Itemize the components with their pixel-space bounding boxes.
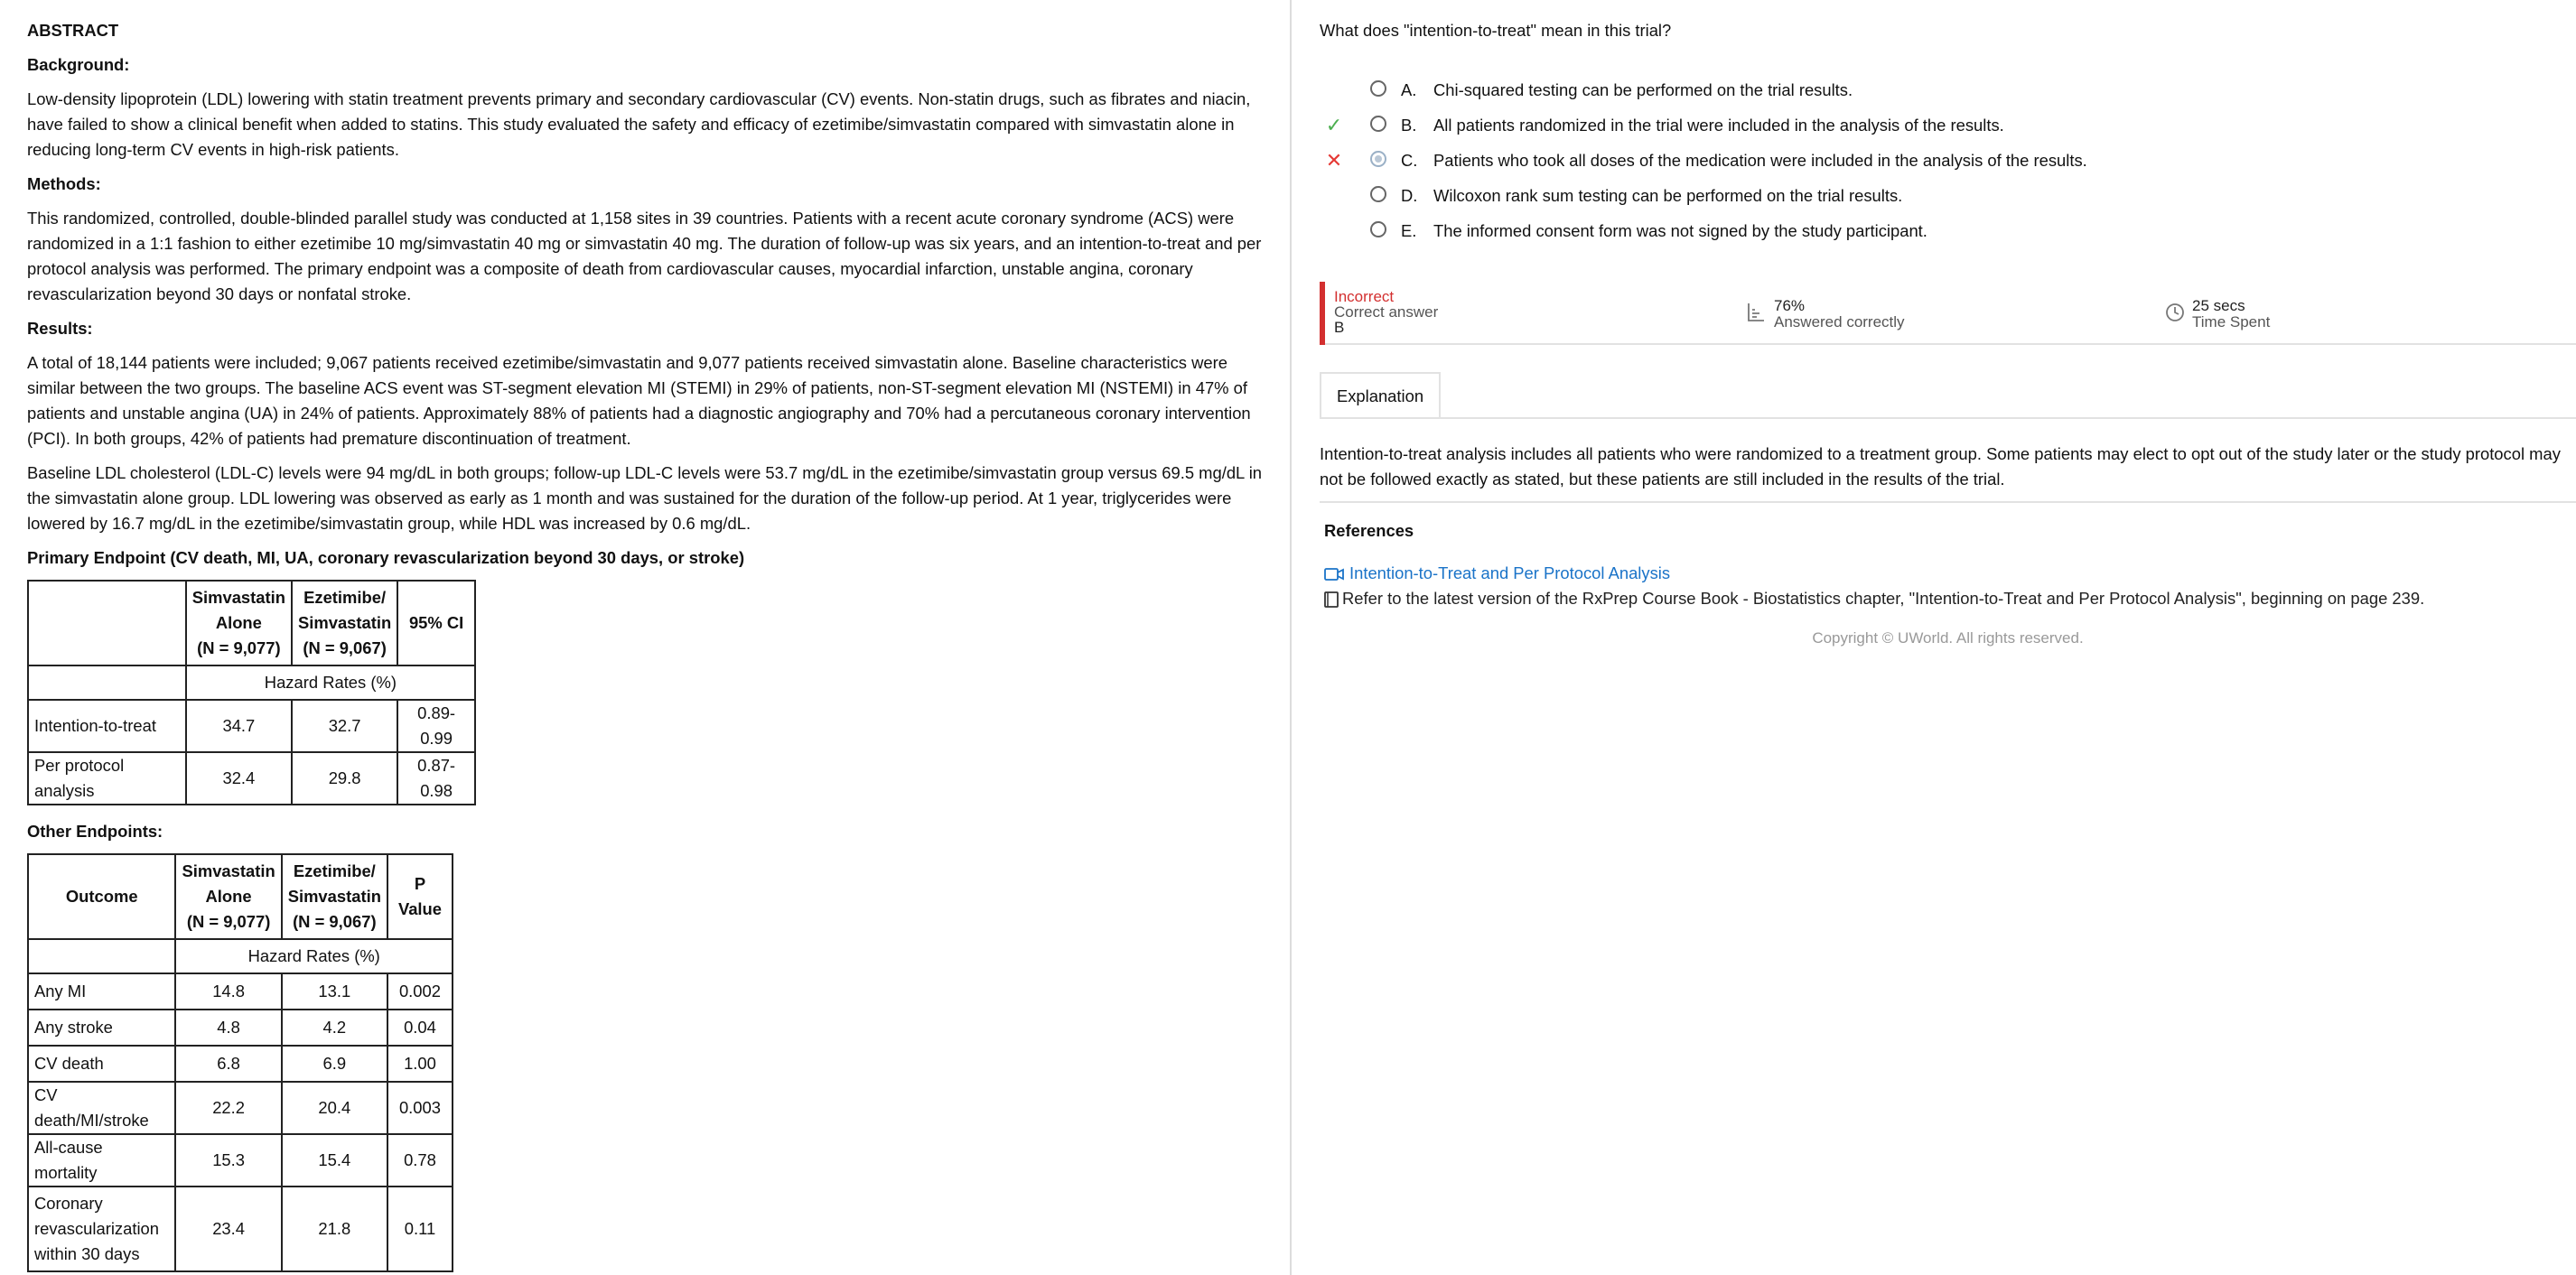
table-row xyxy=(28,700,475,752)
header-line: Simvastatin xyxy=(182,861,275,880)
question-text: What does "intention-to-treat" mean in this trial? xyxy=(1320,21,1672,40)
option-letter: A. xyxy=(1401,80,1417,99)
table-row xyxy=(28,581,475,665)
methods-heading: Methods: xyxy=(27,174,101,193)
reference-book-text: Refer to the latest version of the RxPrep Course Book - Biostatistics chapter, "Intention-to-Treat and Per Protocol Analysis", beginning on page 239. xyxy=(1342,589,2425,608)
other-endpoints-heading: Other Endpoints: xyxy=(27,822,163,841)
table-row xyxy=(28,1010,453,1046)
option-letter: D. xyxy=(1401,186,1418,205)
header-line: (N = 9,067) xyxy=(303,638,387,657)
table-cell: 14.8 xyxy=(175,973,281,1010)
option-text: Chi-squared testing can be performed on the trial results. xyxy=(1433,80,1853,99)
row-label: Per protocol analysis xyxy=(28,752,186,805)
row-label-line: revascularization xyxy=(34,1219,159,1238)
reference-link-text[interactable]: Intention-to-Treat and Per Protocol Analysis xyxy=(1349,563,1671,582)
header-line: Ezetimibe/ xyxy=(293,861,376,880)
option-letter: B. xyxy=(1401,116,1417,135)
table-cell: 4.8 xyxy=(175,1010,281,1046)
table-row xyxy=(28,752,475,805)
row-label: Intention-to-treat xyxy=(28,700,186,752)
row-label-line: within 30 days xyxy=(34,1244,140,1263)
column-header-ezetimibe xyxy=(292,581,397,665)
row-label: Any stroke xyxy=(28,1010,175,1046)
explanation-text: Intention-to-treat analysis includes all patients who were randomized to a treatment group. Some patients may elect to opt out of the study later or the study protocol may not be followed exactly as stated, but these patients are still included in the results of the trial. xyxy=(1320,444,2561,489)
option-letter: C. xyxy=(1401,151,1418,170)
answer-options xyxy=(1320,72,2576,248)
answer-option-e[interactable] xyxy=(1320,213,2576,248)
radio-button-selected[interactable] xyxy=(1370,151,1386,167)
incorrect-indicator-bar xyxy=(1320,282,1325,345)
table-cell: 32.4 xyxy=(186,752,292,805)
table-cell: 6.9 xyxy=(282,1046,387,1082)
result-stats-bar xyxy=(1320,282,2576,345)
header-line: (N = 9,077) xyxy=(197,638,281,657)
abstract-title: ABSTRACT xyxy=(27,21,119,40)
row-label xyxy=(28,1187,175,1271)
table-row xyxy=(28,1082,453,1134)
table-row xyxy=(28,939,453,973)
column-header-simvastatin xyxy=(186,581,292,665)
row-label: Any MI xyxy=(28,973,175,1010)
cross-icon: ✕ xyxy=(1325,149,1343,172)
results-text-2: Baseline LDL cholesterol (LDL-C) levels were 94 mg/dL in both groups; follow-up LDL-C levels were 53.7 mg/dL in the ezetimibe/simvastatin group versus 69.5 mg/dL in the simvastatin alone group. LDL lowering was observed as early as 1 month and was sustained for the duration of the follow-up period. At 1 year, triglycerides were lowered by 16.7 mg/dL in the ezetimibe/simvastatin group, while HDL was increased by 0.6 mg/dL. xyxy=(27,463,1263,533)
column-header-simvastatin xyxy=(175,854,281,939)
copyright-text: Copyright © UWorld. All rights reserved. xyxy=(1812,629,2084,647)
answer-option-c[interactable] xyxy=(1320,143,2576,178)
header-line: Simvastatin xyxy=(297,613,392,632)
table-cell: 0.87-0.98 xyxy=(397,752,475,805)
time-spent-label: Time Spent xyxy=(2192,313,2271,330)
header-line: Simvastatin xyxy=(191,588,285,607)
option-letter: E. xyxy=(1401,221,1417,240)
table-cell: 0.11 xyxy=(387,1187,453,1271)
background-heading: Background: xyxy=(27,55,130,74)
radio-button[interactable] xyxy=(1370,80,1386,97)
tab-divider xyxy=(1320,417,2576,419)
table-cell: 32.7 xyxy=(292,700,397,752)
percent-correct-label: Answered correctly xyxy=(1774,313,1905,330)
header-line: Alone xyxy=(205,887,252,906)
row-label: CV death xyxy=(28,1046,175,1082)
table-cell: 20.4 xyxy=(282,1082,387,1134)
table-cell-empty xyxy=(28,939,175,973)
tab-explanation[interactable]: Explanation xyxy=(1320,372,1441,419)
table-cell: 15.4 xyxy=(282,1134,387,1187)
table-cell: 13.1 xyxy=(282,973,387,1010)
table-cell: 15.3 xyxy=(175,1134,281,1187)
checkmark-icon: ✓ xyxy=(1325,114,1343,136)
column-header-ci: 95% CI xyxy=(397,581,475,665)
time-spent: 25 secs xyxy=(2192,297,2245,314)
correct-answer-label: Correct answer xyxy=(1334,303,1439,321)
table-row xyxy=(28,1046,453,1082)
table-row xyxy=(28,1187,453,1271)
table-cell: 0.002 xyxy=(387,973,453,1010)
primary-endpoint-table xyxy=(27,580,476,805)
table-cell: 23.4 xyxy=(175,1187,281,1271)
option-text: Patients who took all doses of the medication were included in the analysis of the results. xyxy=(1433,151,2087,170)
option-text: Wilcoxon rank sum testing can be performed on the trial results. xyxy=(1433,186,1903,205)
video-icon xyxy=(1324,567,1344,582)
table-cell: 0.04 xyxy=(387,1010,453,1046)
correct-answer-value: B xyxy=(1334,319,1345,336)
table-cell: 29.8 xyxy=(292,752,397,805)
table-cell: 0.89-0.99 xyxy=(397,700,475,752)
header-line: Ezetimibe/ xyxy=(303,588,387,607)
answer-option-d[interactable] xyxy=(1320,178,2576,213)
row-label-line: Coronary xyxy=(34,1194,103,1213)
reference-book xyxy=(1324,586,2424,611)
table-cell-empty xyxy=(28,581,186,665)
table-cell: 1.00 xyxy=(387,1046,453,1082)
percent-correct: 76% xyxy=(1774,297,1806,314)
results-heading: Results: xyxy=(27,319,93,338)
table-cell: 6.8 xyxy=(175,1046,281,1082)
reference-link[interactable] xyxy=(1324,561,1670,586)
header-line: Alone xyxy=(215,613,262,632)
other-endpoints-table xyxy=(27,853,453,1272)
references-divider xyxy=(1320,501,2576,503)
row-label: All-cause mortality xyxy=(28,1134,175,1187)
table-cell: 22.2 xyxy=(175,1082,281,1134)
column-header-p-value: P Value xyxy=(387,854,453,939)
table-cell: 0.003 xyxy=(387,1082,453,1134)
hazard-rates-subheader: Hazard Rates (%) xyxy=(186,665,475,700)
table-row xyxy=(28,665,475,700)
table-cell: 0.78 xyxy=(387,1134,453,1187)
table-cell: 34.7 xyxy=(186,700,292,752)
column-header-outcome: Outcome xyxy=(28,854,175,939)
header-line: (N = 9,077) xyxy=(186,912,271,931)
radio-button[interactable] xyxy=(1370,186,1386,202)
methods-text: This randomized, controlled, double-blinded parallel study was conducted at 1,158 sites in 39 countries. Patients with a recent acute coronary syndrome (ACS) were randomized in a 1:1 fashion to either ezetimibe 10 mg/simvastatin 40 mg or simvastatin 40 mg. The duration of follow-up was six years, and an intention-to-treat and per protocol analysis was performed. The primary endpoint was a composite of death from cardiovascular causes, myocardial infarction, unstable angina, coronary revascularization beyond 30 days or nonfatal stroke. xyxy=(27,209,1262,303)
option-text: The informed consent form was not signed by the study participant. xyxy=(1433,221,1927,240)
table-row xyxy=(28,1134,453,1187)
table-row xyxy=(28,973,453,1010)
radio-button[interactable] xyxy=(1370,221,1386,237)
result-status: Incorrect xyxy=(1334,288,1395,305)
column-header-ezetimibe xyxy=(282,854,387,939)
results-text-1: A total of 18,144 patients were included; 9,067 patients received ezetimibe/simvastatin and 9,077 patients received simvastatin alone. Baseline characteristics were similar between the two groups. The baseline ACS event was ST-segment elevation MI (STEMI) in 29% of patients, non-ST-segment elevation MI (NSTEMI) in 47% of patients and unstable angina (UA) in 24% of patients. Approximately 88% of patients had a diagnostic angiography and 70% had a percutaneous coronary intervention (PCI). In both groups, 42% of patients had premature discontinuation of treatment. xyxy=(27,353,1251,448)
background-text: Low-density lipoprotein (LDL) lowering with statin treatment prevents primary and secondary cardiovascular (CV) events. Non-statin drugs, such as fibrates and niacin, have failed to show a clinical benefit when added to statins. This study evaluated the safety and efficacy of ezetimibe/simvastatin compared with simvastatin alone in reducing long-term CV events in high-risk patients. xyxy=(27,89,1251,159)
table-cell: 4.2 xyxy=(282,1010,387,1046)
bar-chart-icon xyxy=(1746,302,1766,323)
radio-button[interactable] xyxy=(1370,116,1386,132)
header-line: Simvastatin xyxy=(287,887,381,906)
table-cell: 21.8 xyxy=(282,1187,387,1271)
table-cell-empty xyxy=(28,665,186,700)
answer-option-a[interactable] xyxy=(1320,72,2576,107)
references-title: References xyxy=(1324,521,1414,540)
hazard-rates-subheader: Hazard Rates (%) xyxy=(175,939,453,973)
primary-endpoint-heading: Primary Endpoint (CV death, MI, UA, coronary revascularization beyond 30 days, or stroke) xyxy=(27,548,745,567)
answer-option-b[interactable] xyxy=(1320,107,2576,143)
option-text: All patients randomized in the trial were included in the analysis of the results. xyxy=(1433,116,2004,135)
table-row xyxy=(28,854,453,939)
clock-icon xyxy=(2165,302,2185,323)
header-line: (N = 9,067) xyxy=(293,912,377,931)
row-label: CV death/MI/stroke xyxy=(28,1082,175,1134)
book-icon xyxy=(1324,591,1339,608)
